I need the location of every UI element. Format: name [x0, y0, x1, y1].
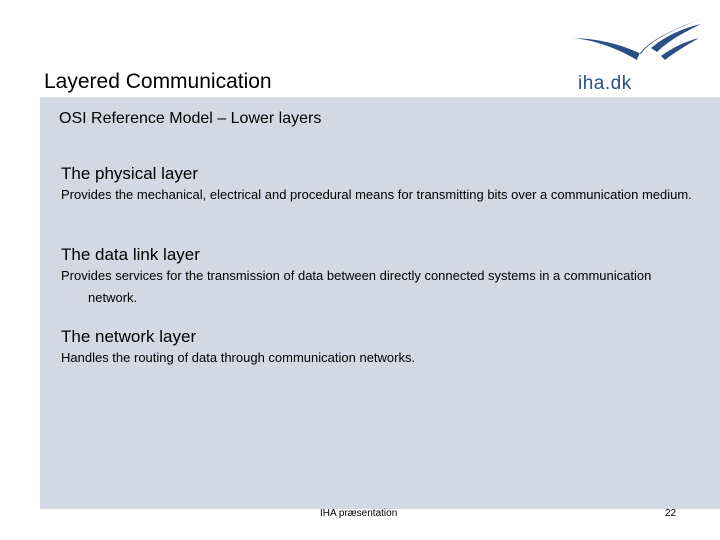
section-data-link-layer — [61, 245, 701, 309]
footer-presentation-label: IHA præsentation — [320, 508, 398, 519]
section-heading: The data link layer — [61, 245, 200, 264]
section-heading: The physical layer — [61, 164, 199, 183]
logo-text: iha.dk — [578, 73, 632, 94]
section-body: Provides services for the transmission of data between directly connected systems in a communication network. — [61, 268, 652, 305]
section-body: Provides the mechanical, electrical and procedural means for transmitting bits over a communication medium. — [61, 187, 692, 202]
footer-page-number: 22 — [665, 508, 677, 519]
slide-title: Layered Communication — [44, 70, 272, 93]
iha-swoosh-logo-icon — [565, 14, 710, 76]
iha-logo — [565, 14, 710, 94]
section-heading: The network layer — [61, 327, 197, 346]
section-body: Handles the routing of data through communication networks. — [61, 350, 416, 365]
section-physical-layer — [61, 164, 701, 206]
section-network-layer — [61, 327, 701, 369]
slide-subtitle: OSI Reference Model – Lower layers — [59, 110, 322, 127]
